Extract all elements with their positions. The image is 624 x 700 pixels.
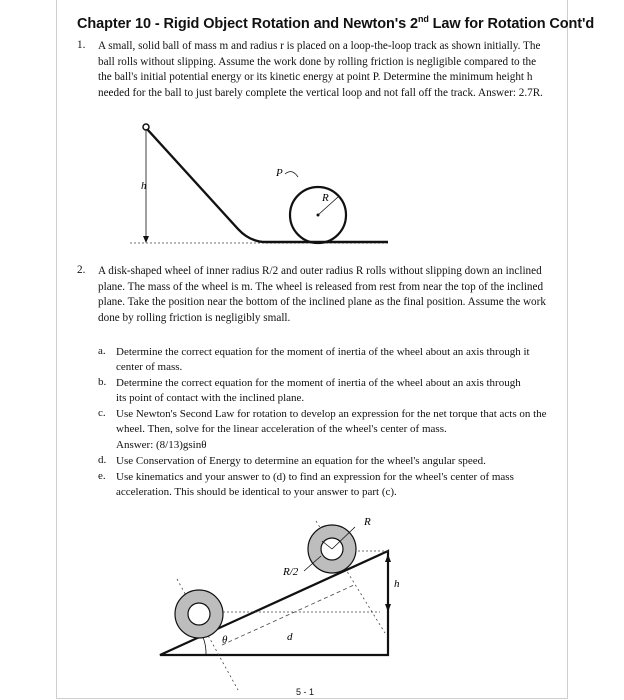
point-p-pointer (285, 172, 298, 177)
label-r-2: R (364, 516, 371, 528)
label-r-1: R (322, 192, 329, 204)
h-arrow-up (385, 554, 391, 562)
theta-arc (203, 637, 206, 655)
label-p: P (276, 167, 283, 179)
track-path (147, 129, 388, 242)
part-d-letter: d. (98, 454, 107, 466)
figure-loop-track (130, 124, 388, 243)
part-b-letter: b. (98, 376, 107, 388)
page-number: 5 - 1 (296, 687, 315, 697)
part-c-letter: c. (98, 407, 106, 419)
part-e-text: Use kinematics and your answer to (d) to find an expression for the wheel's center of mass acceleration. This should be identical to your answer to part (c). (116, 471, 514, 499)
part-a-letter: a. (98, 345, 106, 357)
problem-2-text: A disk-shaped wheel of inner radius R/2 and outer radius R rolls without slipping down an inclined plane. The mass of the wheel is m. The wheel is released from rest from near the top of the inclined plane. Take the position near the bottom of the inclined plane as the final position. Assume the work done by rolling friction is negligibly small. (98, 265, 546, 324)
label-h-1: h (141, 180, 147, 192)
part-a-text: Determine the correct equation for the moment of inertia of the wheel about an axis through it center of mass. (116, 346, 530, 374)
label-d: d (287, 631, 293, 643)
problem-1-number: 1. (77, 39, 86, 51)
part-b-text: Determine the correct equation for the moment of inertia of the wheel about an axis through its point of contact with the inclined plane. (116, 377, 521, 405)
label-r-half: R/2 (283, 566, 299, 578)
page-title: Chapter 10 - Rigid Object Rotation and Newton's 2nd Law for Rotation Cont'd (77, 14, 595, 32)
part-e-letter: e. (98, 470, 106, 482)
part-c-text: Use Newton's Second Law for rotation to develop an expression for the net torque that acts on the wheel. Then, solve for the linear acceleration of the wheel's center of mass. Answer: (8/13)gsinθ (116, 407, 548, 453)
part-d-text: Use Conservation of Energy to determine an equation for the wheel's angular speed. (116, 455, 486, 467)
height-arrow (143, 236, 149, 243)
lower-wheel-inner (188, 603, 210, 625)
part-c-answer: Answer: (8/13)gsinθ (116, 438, 207, 451)
figure-wheel-incline (160, 521, 391, 690)
label-h-2: h (394, 578, 400, 590)
problem-2-number: 2. (77, 264, 86, 276)
h-arrow-down (385, 604, 391, 612)
label-theta: θ (222, 634, 228, 646)
problem-1-text: A small, solid ball of mass m and radius r is placed on a loop-the-loop track as shown initially. The ball rolls without slipping. Assume the work done by rolling friction is negligible compared to the the ball's initial potential energy or its kinetic energy at point P. Determine the minimum height h needed for the ball to just barely complete the vertical loop and not fall off the track. Answer: 2.7R. (98, 40, 543, 99)
